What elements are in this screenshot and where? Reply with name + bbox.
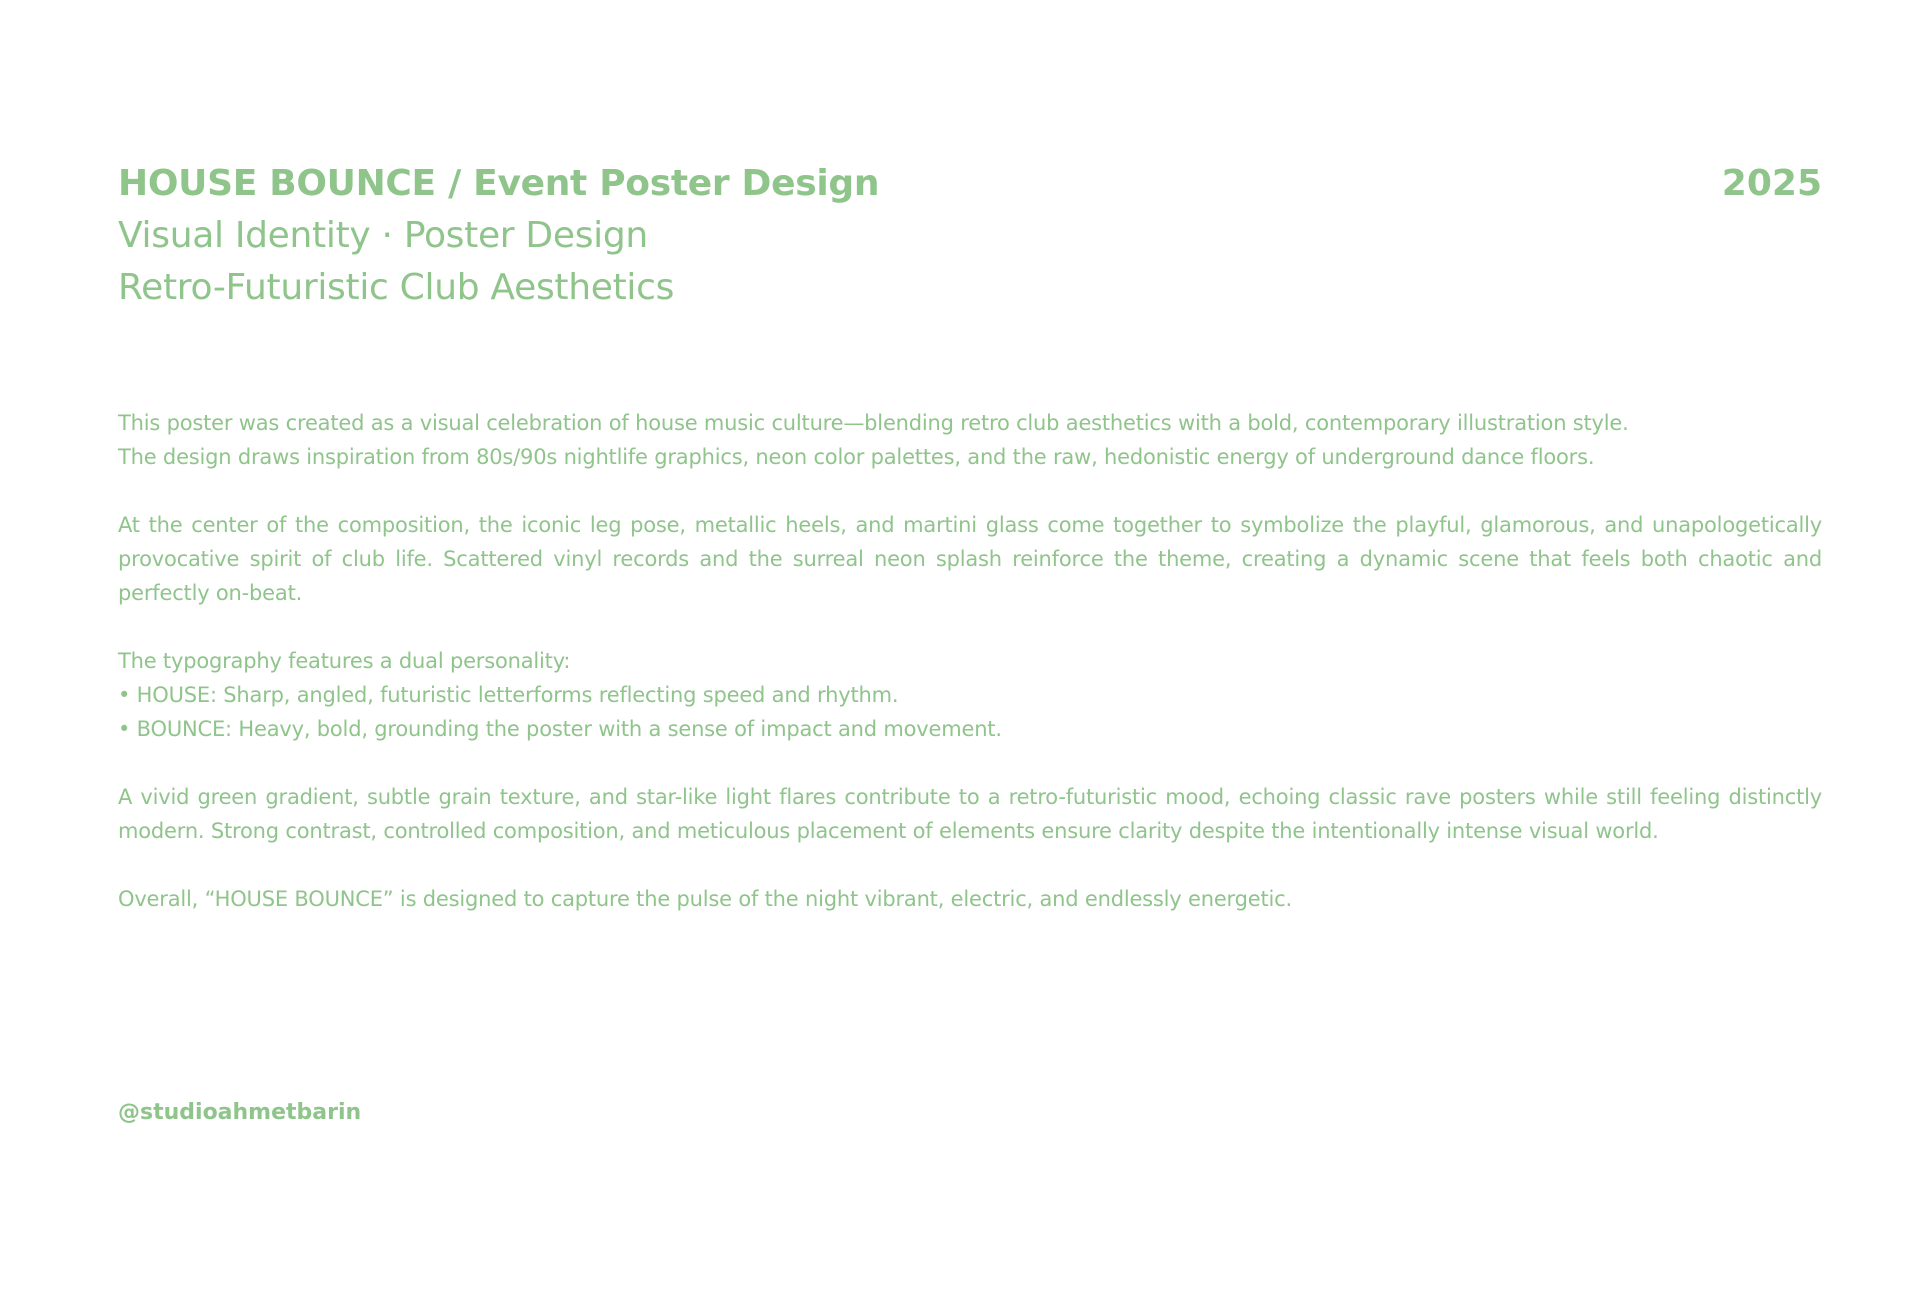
project-subtitle-categories: Visual Identity · Poster Design — [118, 215, 648, 256]
header — [118, 158, 1822, 314]
paragraph-typography — [118, 644, 1822, 746]
paragraph-composition: At the center of the composition, the iconic leg pose, metallic heels, and martini glass come together to symbolize the playful, glamorous, and unapologetically provocative spirit of club life. Scattered vinyl records and the surreal neon splash reinforce the theme, creating a dynamic scene that feels both chaotic and perfectly on-beat. — [118, 513, 1822, 605]
description-body — [118, 406, 1822, 950]
typography-intro: The typography features a dual personality: — [118, 649, 571, 673]
paragraph-mood: A vivid green gradient, subtle grain texture, and star-like light flares contribute to a retro-futuristic mood, echoing classic rave posters while still feeling distinctly modern. Strong contrast, controlled composition, and meticulous placement of elements ensure clarity despite the intentionally intense visual world. — [118, 785, 1822, 843]
paragraph-conclusion: Overall, “HOUSE BOUNCE” is designed to capture the pulse of the night vibrant, electric, and endlessly energetic. — [118, 887, 1292, 911]
paragraph-intro-line-1: This poster was created as a visual celebration of house music culture—blending retro club aesthetics with a bold, contemporary illustration style. — [118, 411, 1629, 435]
project-description-page — [118, 0, 1822, 1294]
project-subtitle-theme: Retro-Futuristic Club Aesthetics — [118, 267, 675, 308]
typography-bullet-house: • HOUSE: Sharp, angled, futuristic letterforms reflecting speed and rhythm. — [118, 683, 899, 707]
header-top-row — [118, 158, 1822, 210]
paragraph-intro — [118, 406, 1822, 474]
paragraph-intro-line-2: The design draws inspiration from 80s/90s nightlife graphics, neon color palettes, and the raw, hedonistic energy of underground dance floors. — [118, 445, 1595, 469]
project-title: HOUSE BOUNCE / Event Poster Design — [118, 163, 880, 204]
studio-handle: @studioahmetbarin — [118, 1100, 362, 1125]
typography-bullet-bounce: • BOUNCE: Heavy, bold, grounding the poster with a sense of impact and movement. — [118, 717, 1002, 741]
project-year: 2025 — [1721, 163, 1822, 204]
